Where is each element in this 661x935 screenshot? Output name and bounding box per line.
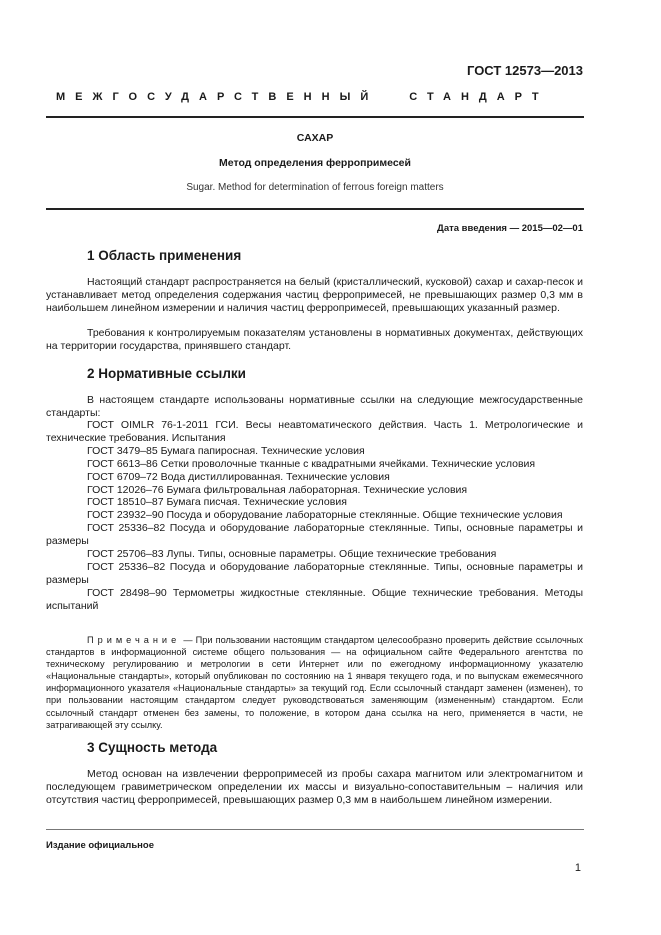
- reference-item: ГОСТ 25336–82 Посуда и оборудование лабораторные стеклянные. Типы, основные параметры и размеры: [46, 522, 583, 548]
- section-1-paragraph-1: Настоящий стандарт распространяется на белый (кристаллический, кусковой) сахар и сахар-песок и устанавливает метод определения содержания частиц ферропримесей, не превышающих размер 0,3 мм в наибольшем линейном измерении и наличия частиц ферропримесей, превышающих указанный размер.: [46, 276, 583, 314]
- edition-label: Издание официальное: [46, 840, 154, 851]
- english-title: Sugar. Method for determination of ferrous foreign matters: [186, 182, 444, 193]
- reference-item: ГОСТ 23932–90 Посуда и оборудование лабораторные стеклянные. Общие технические условия: [87, 509, 563, 522]
- footer-divider: [46, 829, 584, 830]
- document-title: САХАР: [296, 132, 334, 144]
- section-2-heading: 2 Нормативные ссылки: [87, 366, 246, 381]
- note-block: [46, 634, 583, 731]
- reference-item: ГОСТ 25336–82 Посуда и оборудование лабораторные стеклянные. Типы, основные параметры и размеры: [46, 560, 583, 586]
- reference-item: ГОСТ 18510–87 Бумага писчая. Технические условия: [87, 496, 347, 509]
- page-number: 1: [574, 862, 581, 874]
- title-divider: [46, 208, 584, 210]
- header-divider: [46, 116, 584, 118]
- section-1-paragraph-2: Требования к контролируемым показателям установлены в нормативных документах, действующих на территории государства, принявшего стандарт.: [46, 327, 583, 352]
- section-1-heading: 1 Область применения: [87, 248, 242, 263]
- document-subtitle: Метод определения ферропримесей: [219, 157, 411, 169]
- note-text: — При пользовании настоящим стандартом целесообразно проверить действие ссылочных стандартов в информационной системе общего пользования — на официальном сайте Федерального агентства по техническому регулированию и метрологии в сети Интернет или по ежегодному информационному указателю «Национальные стандарты», который опубликован по состоянию на 1 января текущего года, и по выпускам ежемесячного информационного указателя «Национальные стандарты» за текущий год. Если ссылочный стандарт заменен (изменен), то при пользовании настоящим стандартом следует руководствоваться заменяющим (измененным) стандартом. Если ссылочный стандарт отменен без замены, то положение, в котором дана ссылка на него, применяется в части, не затрагивающей эту ссылку.: [46, 635, 583, 730]
- reference-item: ГОСТ OIMLR 76-1-2011 ГСИ. Весы неавтоматического действия. Часть 1. Метрологические и технические требования. Испытания: [46, 419, 583, 444]
- section-3-paragraph: Метод основан на извлечении ферропримесей из пробы сахара магнитом или электромагнитом и последующем гравиметрическом определении их массы и визуально-сопоставительным – наличия или отсутствия частиц ферропримесей, превышающих размер 0,3 мм в наибольшем линейном измерении.: [46, 768, 583, 806]
- standard-type-heading: МЕЖГОСУДАРСТВЕННЫЙ СТАНДАРТ: [56, 91, 549, 103]
- note-label: Примечание: [87, 635, 181, 645]
- reference-item: ГОСТ 25706–83 Лупы. Типы, основные параметры. Общие технические требования: [87, 548, 497, 561]
- introduction-date: Дата введения — 2015—02—01: [437, 223, 583, 234]
- section-3-heading: 3 Сущность метода: [87, 740, 218, 755]
- reference-item: ГОСТ 6613–86 Сетки проволочные тканные с квадратными ячейками. Технические условия: [87, 457, 536, 470]
- section-2-intro: В настоящем стандарте использованы нормативные ссылки на следующие межгосударственные стандарты:: [46, 394, 583, 419]
- document-number: ГОСТ 12573—2013: [467, 63, 583, 78]
- references-list: [46, 419, 583, 613]
- reference-item: ГОСТ 12026–76 Бумага фильтровальная лабораторная. Технические условия: [87, 483, 468, 496]
- reference-item: ГОСТ 6709–72 Вода дистиллированная. Технические условия: [87, 470, 390, 483]
- reference-item: ГОСТ 28498–90 Термометры жидкостные стеклянные. Общие технические требования. Методы испытаний: [46, 586, 583, 612]
- reference-item: ГОСТ 3479–85 Бумага папиросная. Технические условия: [87, 444, 365, 457]
